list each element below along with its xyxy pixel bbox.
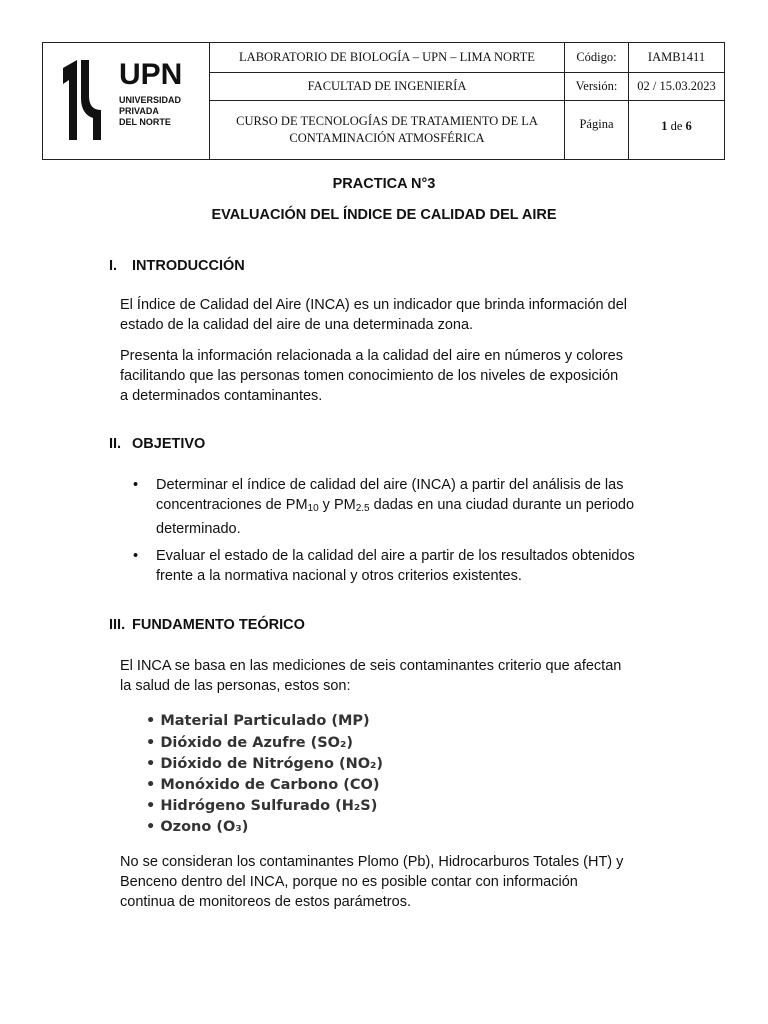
section-heading-fundamento: [109, 617, 305, 633]
objective-text: [156, 546, 658, 586]
logo-cell: [43, 43, 210, 159]
text-line: facilitando que las personas tomen conocimiento de los niveles de exposición: [120, 368, 619, 384]
text-line: a determinados contaminantes.: [120, 388, 323, 404]
pollutant-item: • Hidrógeno Sulfurado (H₂S): [146, 798, 378, 814]
text-line: concentraciones de $PM_{10}$ y $PM_{2.5}$ dadas en una ciudad durante un periodo: [156, 497, 635, 514]
section-heading-introduccion: [109, 258, 245, 274]
faculty-title: FACULTAD DE INGENIERÍA: [307, 79, 467, 93]
text-line: Determinar el índice de calidad del aire (INCA) a partir del análisis de las: [156, 477, 624, 493]
fundamento-paragraph-1: [120, 656, 658, 696]
pagina-total: 6: [685, 118, 692, 133]
section-number: III.: [109, 617, 126, 633]
section-title: FUNDAMENTO TEÓRICO: [132, 617, 305, 633]
codigo-value: IAMB1411: [647, 50, 706, 64]
course-title: [210, 101, 564, 159]
pollutant-item: • Dióxido de Nitrógeno (NO₂): [146, 756, 384, 772]
pollutant-item: • Monóxido de Carbono (CO): [146, 777, 380, 793]
objective-text: [156, 475, 658, 539]
version-label: Versión:: [575, 79, 618, 93]
text-line: determinado.: [156, 521, 241, 537]
text-line: Evaluar el estado de la calidad del aire a partir de los resultados obtenidos: [156, 548, 635, 564]
section-number: I.: [109, 258, 118, 274]
logo-line2: PRIVADA: [119, 106, 159, 116]
text-line: continua de monitoreos de estos parámetros.: [120, 894, 411, 910]
bullet-icon: •: [133, 548, 139, 564]
pagina-value: [629, 101, 724, 151]
text-line: Benceno dentro del INCA, porque no es posible contar con información: [120, 874, 578, 890]
practice-subtitle: EVALUACIÓN DEL ÍNDICE DE CALIDAD DEL AIRE: [211, 207, 557, 223]
lab-title: LABORATORIO DE BIOLOGÍA – UPN – LIMA NORTE: [239, 50, 535, 64]
pollutant-item: • Material Particulado (MP): [146, 713, 370, 729]
fundamento-paragraph-2: [120, 852, 658, 912]
text-line: El INCA se basa en las mediciones de seis contaminantes criterio que afectan: [120, 658, 622, 674]
objective-item-2: [133, 546, 658, 586]
section-number: II.: [109, 436, 122, 452]
intro-paragraph-2: [120, 346, 658, 406]
section-title: INTRODUCCIÓN: [132, 258, 245, 274]
logo-brand: UPN: [119, 58, 183, 91]
section-title: OBJETIVO: [132, 436, 206, 452]
objective-item-1: [133, 475, 658, 535]
practice-title: PRACTICA N°3: [332, 176, 436, 192]
logo-line3: DEL NORTE: [119, 117, 171, 127]
text-line: El Índice de Calidad del Aire (INCA) es un indicador que brinda información del: [120, 297, 627, 313]
codigo-label: Código:: [576, 50, 617, 64]
text-line: Presenta la información relacionada a la calidad del aire en números y colores: [120, 348, 623, 364]
course-title-line1: CURSO DE TECNOLOGÍAS DE TRATAMIENTO DE LA: [236, 114, 538, 128]
pagina-de: de: [670, 118, 683, 133]
logo-line1: UNIVERSIDAD: [119, 95, 182, 105]
pollutant-item: • Dióxido de Azufre (SO₂): [146, 735, 353, 751]
version-value: 02 / 15.03.2023: [637, 79, 716, 93]
section-heading-objetivo: [109, 436, 206, 452]
pagina-current: 1: [661, 118, 668, 133]
text-line: la salud de las personas, estos son:: [120, 678, 351, 694]
document-header-table: [42, 42, 725, 160]
text-line: frente a la normativa nacional y otros criterios existentes.: [156, 568, 522, 584]
course-title-line2: CONTAMINACIÓN ATMOSFÉRICA: [289, 131, 485, 145]
pollutant-item: • Ozono (O₃): [146, 819, 249, 835]
upn-logo-icon: [61, 60, 117, 140]
text-line: estado de la calidad del aire de una determinada zona.: [120, 317, 474, 333]
text-line: No se consideran los contaminantes Plomo (Pb), Hidrocarburos Totales (HT) y: [120, 854, 624, 870]
bullet-icon: •: [133, 477, 139, 493]
intro-paragraph-1: [120, 295, 658, 335]
pagina-label: Página: [579, 116, 614, 131]
